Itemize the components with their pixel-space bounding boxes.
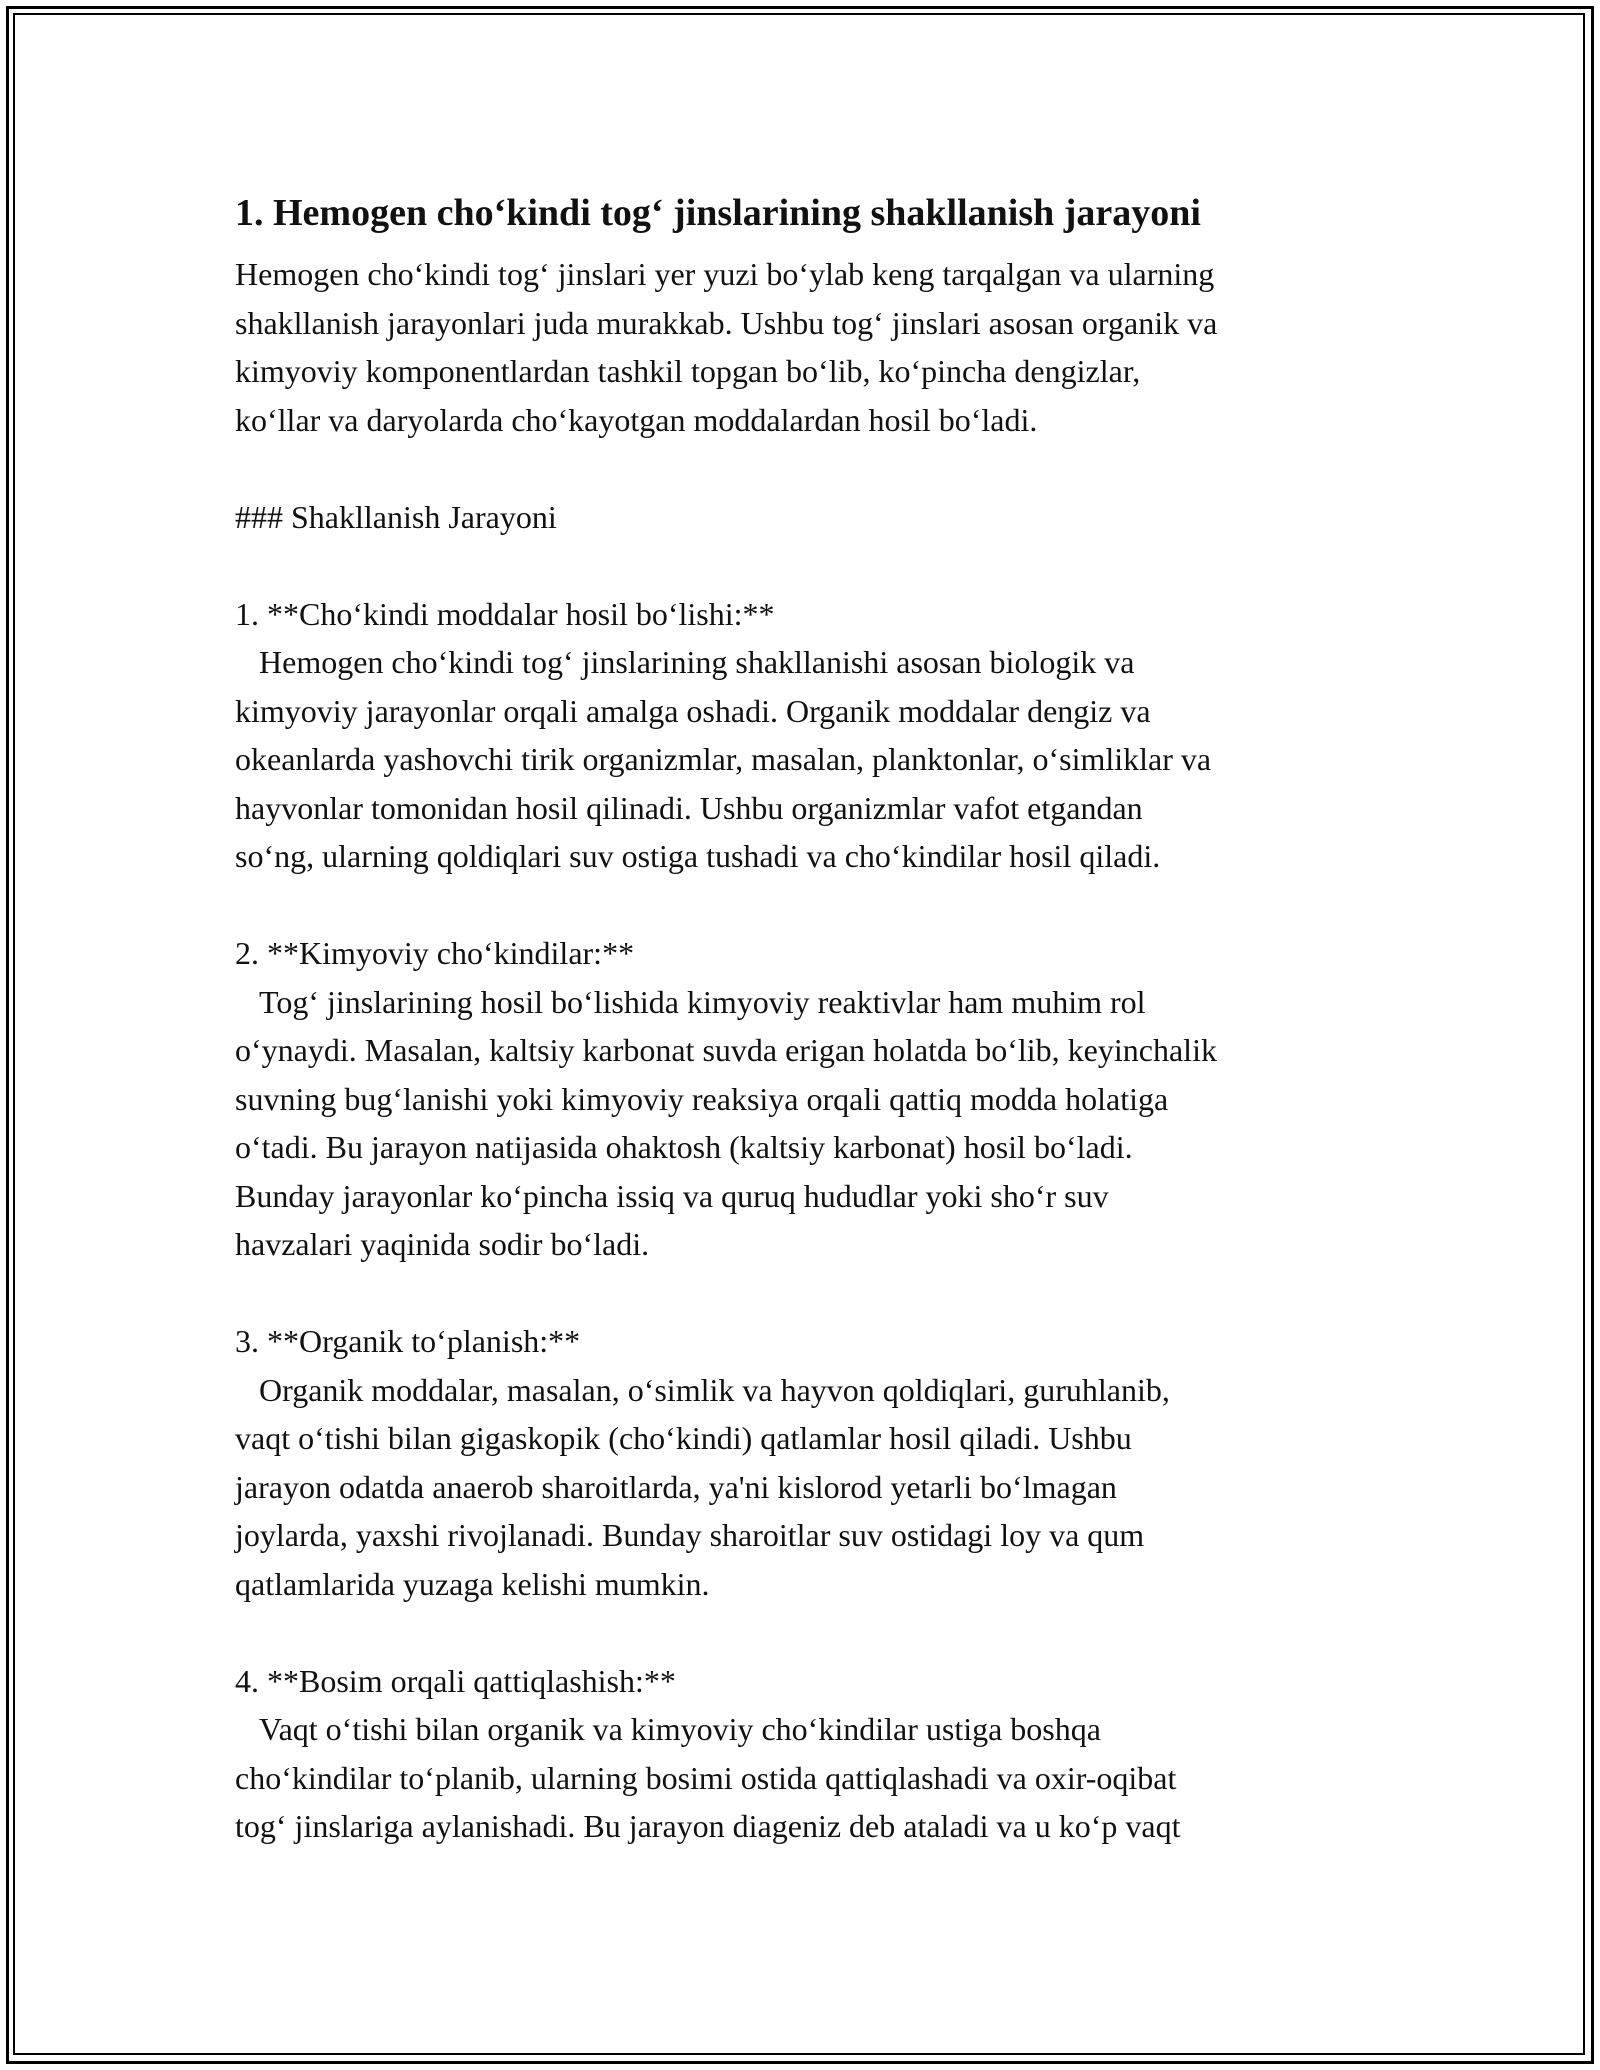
document-text: Hemogen cho‘kindi tog‘ jinslari yer yuzi bo‘ylab keng tarqalgan va ularning shakllanish jarayonlari juda murakkab. Ushbu tog‘ jinslari asosan organik va kimyoviy komponentlardan tashkil topgan bo‘lib, ko‘pincha dengizlar, ko‘llar va daryolarda cho‘kayotgan moddalardan hosil bo‘ladi. ### Shakllanish Jarayoni 1. **Cho‘kindi moddalar hosil bo‘lishi:** Hemogen cho‘kindi tog‘ jinslarining shakllanishi asosan biologik va kimyoviy jarayonlar orqali amalga oshadi. Organik moddalar dengiz va okeanlarda yashovchi tirik organizmlar, masalan, planktonlar, o‘simliklar va hayvonlar tomonidan hosil qilinadi. Ushbu organizmlar vafot etgandan so‘ng, ularning qoldiqlari suv ostiga tushadi va cho‘kindilar hosil qiladi. 2. **Kimyoviy cho‘kindilar:** Tog‘ jinslarining hosil bo‘lishida kimyoviy reaktivlar ham muhim rol o‘ynaydi. Masalan, kaltsiy karbonat suvda erigan holatda bo‘lib, keyinchalik suvning bug‘lanishi yoki kimyoviy reaksiya orqali qattiq modda holatiga o‘tadi. Bu jarayon natijasida ohaktosh (kaltsiy karbonat) hosil bo‘ladi. Bunday jarayonlar ko‘pincha issiq va quruq hududlar yoki sho‘r suv havzalari yaqinida sodir bo‘ladi. 3. **Organik to‘planish:** Organik moddalar, masalan, o‘simlik va hayvon qoldiqlari, guruhlanib, vaqt o‘tishi bilan gigaskopik (cho‘kindi) qatlamlar hosil qiladi. Ushbu jarayon odatda anaerob sharoitlarda, ya'ni kislorod yetarli bo‘lmagan joylarda, yaxshi rivojlanadi. Bunday sharoitlar suv ostidagi loy va qum qatlamlarida yuzaga kelishi mumkin. 4. **Bosim orqali qattiqlashish:** Vaqt o‘tishi bilan organik va kimyoviy cho‘kindilar ustiga boshqa cho‘kindilar to‘planib, ularning bosimi ostida qattiqlashadi va oxir-oqibat tog‘ jinslariga aylanishadi. Bu jarayon diageniz deb ataladi va u ko‘p vaqt	[235, 256, 1218, 1844]
document-body	[235, 186, 1385, 1851]
document-title: 1. Hemogen cho‘kindi tog‘ jinslarining shakllanish jarayoni	[235, 192, 1201, 234]
